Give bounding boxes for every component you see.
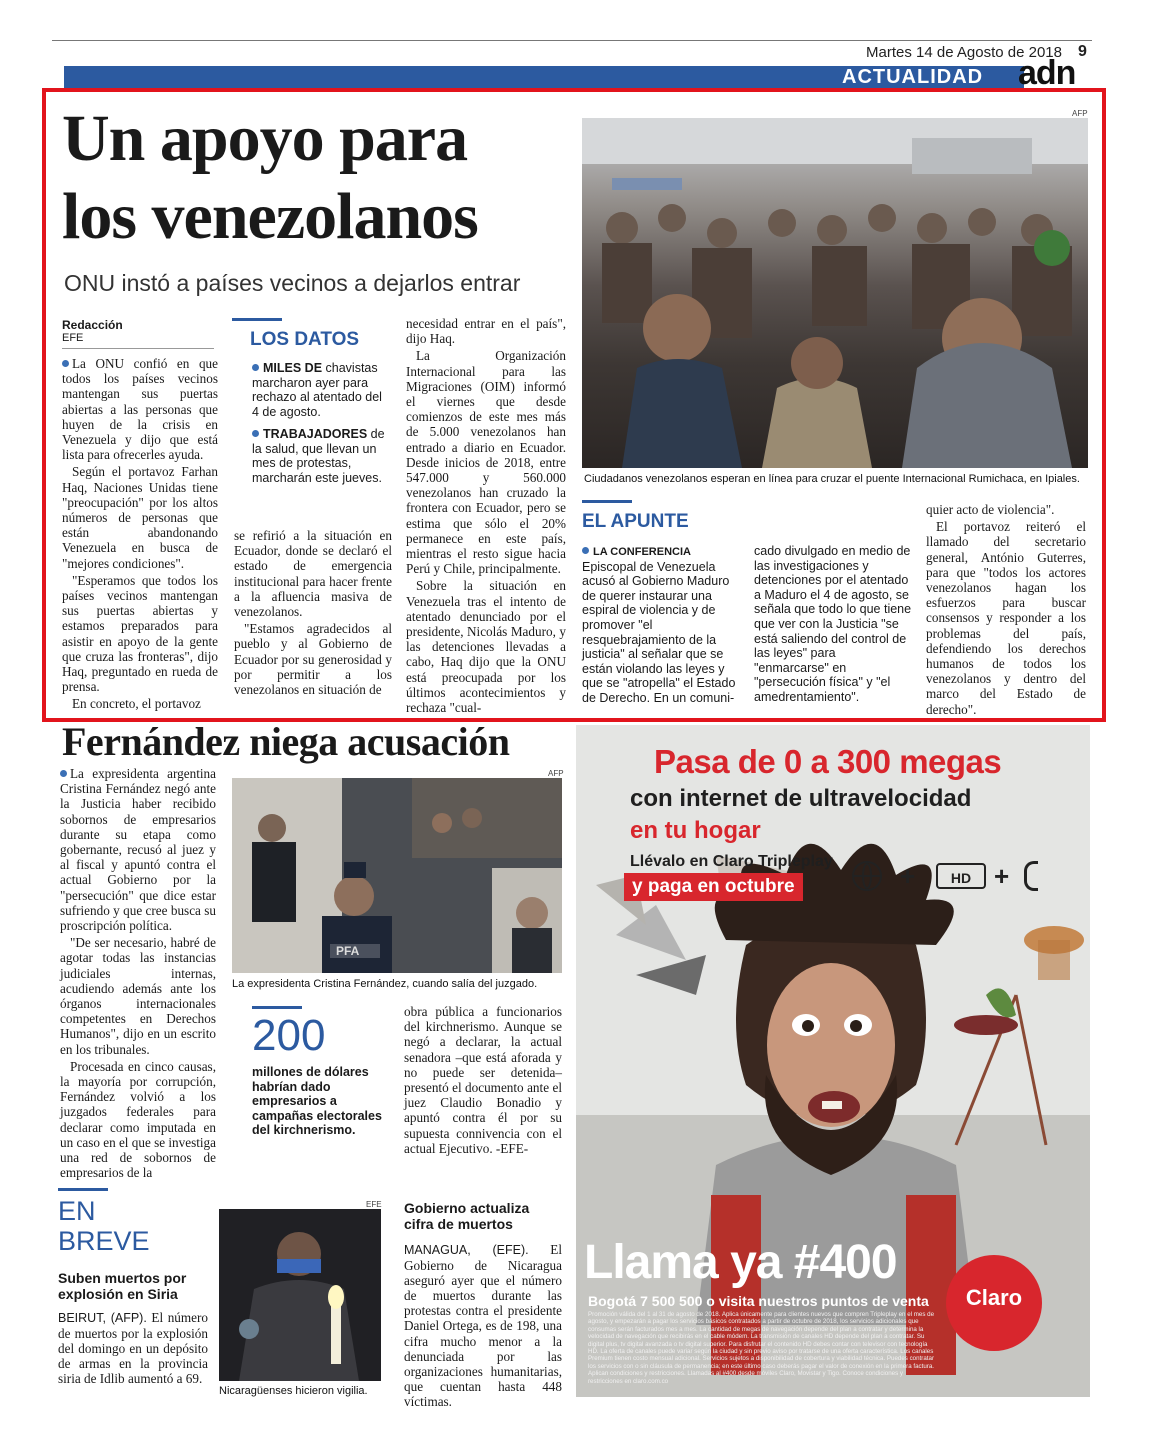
datos-item-2 [252, 427, 392, 485]
ad-line-4: Llévalo en Claro Tripleplay [630, 853, 833, 870]
ad-fineprint: Promoción válida del 1 al 31 de agosto de 2018. Aplica únicamente para clientes nuevos que compren Tripleplay en el mes de agosto, y empezarán a pagar los servicios básicos contratados a partir de octubre de 2018, los servicios adicionales que consumas serán facturados mes a mes. La cantidad de megas de navegación depende del plan a contratar y determina la velocidad de navegación que recibirás en el cable módem. La transmisión de canales HD depende del plan a contratar. Su digital plus, tv digital avanzada o tv digital superior. Para disfrutar el contenido HD debes contar con televisor con tecnología HD. La oferta de canales puede variar según la ciudad y sin previo aviso por tratarse de una oferta característica. Los canales Premium tienen costo mensual adicional. Servicios sujetos a disponibilidad de cobertura y viabilidad técnica. Puedes contratar los servicios con o sin cláusula de permanencia; en este último caso deberás pagar el valor de conexión en la primera factura. Aplican condiciones y restricciones. Llamadas al #400 desde móviles Claro, Movistar y Tigo. Conoce condiciones y restricciones en claro.com.co [588, 1311, 935, 1385]
nica-dateline: MANAGUA, (EFE). [404, 1243, 529, 1257]
breve-label [58, 1196, 150, 1256]
paragraph: La Organización Internacional para las Migraciones (OIM) informó el viernes que desde comienzos de este mes más de 5.000 venezolanos han entrado a diario en Ecuador. Desde inicios de 2018, entre 547.000 y 560.000 venezolanos han cruzado la frontera con Ecuador, pero se estima que sólo el 20% permanece en este país, mientras el resto sigue hacia Perú y Chile, principalmente. [406, 348, 566, 577]
apunte-box [582, 500, 922, 533]
nica-title: Gobierno actualiza cifra de muertos [404, 1200, 530, 1232]
siria-body: El número de muertos por la explosión del domingo en un depósito de armas en la provincia siria de Idlib aumentó a 69. [58, 1310, 208, 1387]
paragraph: El portavoz reiteró el llamado del secretario general, António Guterres, para que "todos los actores venezolanos hagan los esfuerzos para buscar consensos y responder a los problemas del país, defendiendo los derechos humanos de todos los venezolanos y dentro del marco del Estado de derecho". [926, 519, 1086, 717]
nica-photo-credit: EFE [366, 1200, 382, 1209]
apunte-text-b: cado divulgado en medio de las investigaciones y detenciones por el atentado a Maduro el 4 de agosto, se señala que todo lo que tiene que ver con la Justicia "se está saliendo del control de las leyes" para "enmarcarse" en "persecución física" y "el amedrentamiento". [754, 544, 912, 704]
paragraph: La expresidenta argentina Cristina Fernández negó ante la Justicia haber recibido sobornos de empresarios durante su etapa como gobernante, recusó al juez y al fiscal y apuntó contra el actual Gobierno por la "persecución" que dice estar sufriendo y que cree busca su proscripción política. [60, 766, 216, 934]
fernandez-photo-caption: La expresidenta Cristina Fernández, cuando salía del juzgado. [232, 978, 538, 990]
ad-line-3: en tu hogar [630, 817, 761, 844]
apunte-body-a: Episcopal de Venezuela acusó al Gobierno Maduro de querer instaurar una espiral de violencia y de promover "el resquebrajamiento de la justicia" al señalar que se están violando las leyes y que se "atropella" el Estado de Derecho. En un comuni- [582, 559, 736, 705]
fernandez-column-1 [60, 766, 216, 1182]
datos-lead-2: TRABAJADORES [263, 427, 368, 441]
ad-line-5: y paga en octubre [624, 873, 803, 901]
bullet-icon [60, 770, 67, 777]
ad-line-2: con internet de ultravelocidad [630, 785, 972, 812]
vigil-scene [219, 1209, 381, 1381]
main-photo-caption: Ciudadanos venezolanos esperan en línea para cruzar el puente Internacional Rumichaca, en Ipiales. [584, 473, 1080, 485]
claro-logo [946, 1255, 1042, 1351]
datos-box [232, 318, 392, 485]
main-photo [582, 118, 1088, 468]
paragraph: La ONU confió en que todos los países vecinos mantengan sus puertas abiertas a las personas que huyen de la crisis en Venezuela y dijo que está lista para ofrecerles ayuda. [62, 356, 218, 463]
bullet-icon [582, 547, 589, 554]
nica-photo-caption: Nicaragüenses hicieron vigilia. [219, 1385, 368, 1397]
datos-lead-1: MILES DE [263, 361, 323, 375]
datos-text-1: chavistas marcharon ayer para rechazo al atentado del 4 de agosto. [252, 361, 382, 419]
paragraph: "De ser necesario, habré de agotar todas las instancias judiciales internas, acudiendo además ante los órganos internacionales competentes en Derechos Humanos", dijo en un escrito en los tribunales. [60, 935, 216, 1057]
datos-rule [232, 318, 282, 321]
hd-icon: HD [936, 863, 986, 889]
stat-text: millones de dólares habrían dado empresarios a campañas electorales del kirchnerismo. [252, 1065, 382, 1138]
datos-item-1 [252, 361, 392, 419]
breve-label-line-2: BREVE [58, 1226, 150, 1256]
siria-text [58, 1310, 208, 1388]
crowd-illustration [582, 118, 1088, 468]
ad-cta-sub: Bogotá 7 500 500 o visita nuestros puntos de venta [588, 1293, 929, 1309]
apunte-rule [582, 500, 632, 503]
pfa-sign: PFA [336, 944, 360, 958]
plus-2: + [994, 861, 1010, 891]
apunte-text-a [582, 544, 740, 706]
fernandez-scene [232, 778, 562, 973]
datos-text-2: de la salud, que llevan un mes de protestas, marcharán este jueves. [252, 427, 385, 485]
fernandez-headline: Fernández niega acusación [62, 719, 510, 764]
brand-logo: adn [1018, 54, 1076, 92]
fernandez-photo-credit: AFP [548, 769, 564, 778]
paragraph: Sobre la situación en Venezuela tras el intento de atentado denunciado por el presidente, Nicolás Maduro, y las detenciones llevadas a cabo, Haq dijo que la ONU está preocupada por los últimos acontecimientos y rechaza "cual- [406, 578, 566, 716]
fernandez-photo [232, 778, 562, 973]
globe-icon [852, 861, 882, 891]
datos-title: LOS DATOS [250, 329, 360, 350]
section-label: ACTUALIDAD [842, 66, 984, 88]
claro-ad [576, 725, 1090, 1397]
nica-body: El Gobierno de Nicaragua aseguró ayer que el número de muertos durante las protestas contra el presidente Daniel Ortega, es de 198, una cifra mucho menor a la denunciada por las organizaciones humanitarias, que cuentan hasta 448 víctimas. [404, 1242, 562, 1410]
headline-line-2: los venezolanos [62, 180, 478, 253]
paragraph: quier acto de violencia". [926, 502, 1055, 517]
bullet-icon [62, 360, 69, 367]
main-column-6 [926, 502, 1086, 719]
apunte-title: EL APUNTE [582, 511, 689, 532]
bullet-icon [252, 430, 259, 437]
breve-rule [58, 1188, 108, 1191]
header-date: Martes 14 de Agosto de 2018 [866, 44, 1062, 61]
main-column-1 [62, 356, 218, 714]
bullet-icon [252, 364, 259, 371]
paragraph: se refirió a la situación en Ecuador, donde se declaró el estado de emergencia institucional para hacer frente a la afluencia masiva de venezolanos. [234, 528, 392, 620]
stat-rule [252, 1006, 302, 1009]
stat-number: 200 [252, 1011, 326, 1060]
claro-logo-text: Claro [965, 1285, 1023, 1310]
stat-box [252, 1006, 388, 1138]
paragraph: obra pública a funcionarios del kirchnerismo. Aunque se negó a declarar, la actual senadora –que está aforada y no puede ser detenida– presentó el documento ante el juez Claudio Bonadio y apuntó contra él por su supuesta connivencia con el actual Ejecutivo. -EFE- [404, 1004, 562, 1156]
apunte-lead: LA CONFERENCIA [593, 546, 691, 558]
photo-credit: AFP [1072, 109, 1088, 118]
main-subhead: ONU instó a países vecinos a dejarlos entrar [64, 270, 521, 296]
ad-cta: Llama ya #400 [584, 1236, 897, 1289]
byline-agency: EFE [62, 332, 84, 344]
ad-headline: Pasa de 0 a 300 megas [654, 743, 1002, 780]
breve-label-line-1: EN [58, 1196, 96, 1226]
paragraph: necesidad entrar en el país", dijo Haq. [406, 316, 566, 347]
main-headline [62, 100, 582, 256]
nica-photo [219, 1209, 381, 1381]
headline-line-1: Un apoyo para [62, 102, 468, 175]
page-number: 9 [1078, 43, 1087, 60]
paragraph: "Estamos agradecidos al pueblo y al Gobierno de Ecuador por su generosidad y por permitir a los venezolanos en situación de [234, 621, 392, 698]
plus-1: + [900, 861, 916, 891]
top-rule [52, 40, 1092, 41]
nica-text [404, 1242, 562, 1412]
paragraph: "Esperamos que todos los países vecinos mantengan sus puertas abiertas y estamos preparados para asistir en apoyo de la gente que cruza las fronteras", dijo Haq, preguntado en rueda de prensa. [62, 572, 218, 695]
byline-rule [62, 348, 214, 349]
main-column-3 [406, 316, 566, 717]
siria-dateline: BEIRUT, (AFP). [58, 1311, 147, 1325]
phone-icon [1024, 861, 1038, 891]
main-column-2 [234, 528, 392, 699]
fernandez-column-3 [404, 1004, 562, 1158]
paragraph: En concreto, el portavoz [72, 696, 201, 712]
byline: Redacción [62, 318, 123, 332]
paragraph: Según el portavoz Farhan Haq, Naciones Unidas tiene "preocupación" por los altos números de personas que están abandonando Venezuela en busca de "mejores condiciones". [62, 464, 218, 571]
siria-title: Suben muertos por explosión en Siria [58, 1270, 187, 1302]
paragraph: Procesada en cinco causas, la mayoría por corrupción, Fernández volvió a los juzgados federales para declarar como imputada en un caso en el que se investiga una red de sobornos de empresarios de la [60, 1058, 217, 1181]
